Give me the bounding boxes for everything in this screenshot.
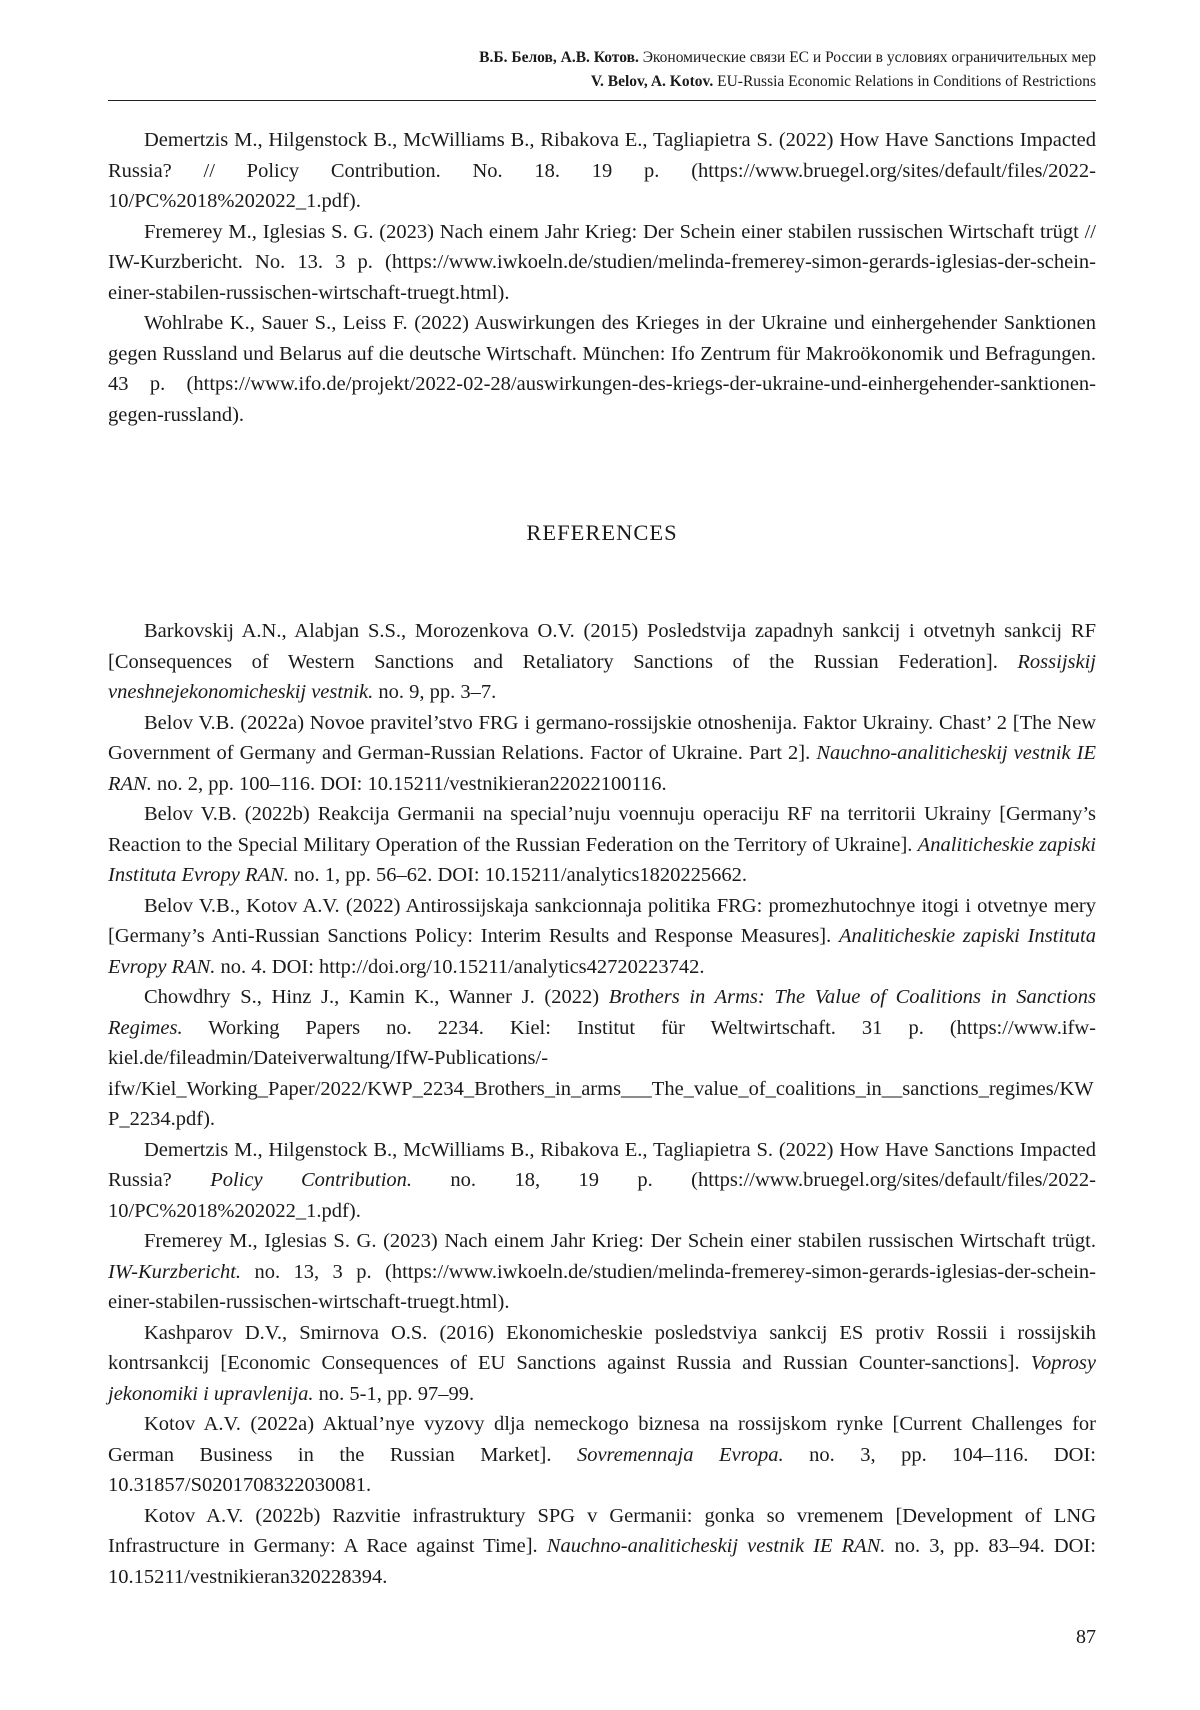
reference-entry: Fremerey M., Iglesias S. G. (2023) Nach einem Jahr Krieg: Der Schein einer stabilen russischen Wirtschaft trügt. IW-Kurzbericht. no. 13, 3 p. (https://www.iwkoeln.de/studien/melinda-fremerey-simon-gerards-iglesias-der-schein-einer-stabilen-russischen-wirtschaft-truegt.html). <box>108 1230 1096 1313</box>
running-header <box>108 46 1096 94</box>
header-authors-ru: В.Б. Белов, А.В. Котов. <box>479 49 639 66</box>
reference-entry: Chowdhry S., Hinz J., Kamin K., Wanner J. (2022) Brothers in Arms: The Value of Coalitions in Sanctions Regimes. Working Papers no. 2234. Kiel: Institut für Weltwirtschaft. 31 p. (https://www.ifw-kiel.de/fileadmin/Dateiverwaltung/IfW-Publications/-ifw/Kiel_Working_Paper/2022/KWP_2234_Brothers_in_arms___The_value_of_coalitions_in__sanctions_regimes/KWP_2234.pdf). <box>108 986 1096 1130</box>
page-number: 87 <box>1076 1626 1096 1648</box>
reference-entry: Demertzis M., Hilgenstock B., McWilliams B., Ribakova E., Tagliapietra S. (2022) How Have Sanctions Impacted Russia? Policy Contribution. no. 18, 19 p. (https://www.bruegel.org/sites/default/files/2022-10/PC%2018%202022_1.pdf). <box>108 1138 1096 1222</box>
header-title-ru: Экономические связи ЕС и России в условиях ограничительных мер <box>638 49 1096 66</box>
running-header-english <box>108 70 1096 94</box>
header-title-en: EU-Russia Economic Relations in Conditions of Restrictions <box>713 73 1096 90</box>
references-list <box>108 616 1096 1592</box>
reference-entry: Belov V.B. (2022b) Reakcija Germanii na special’nuju voennuju operaciju RF na territorii Ukrainy [Germany’s Reaction to the Special Military Operation of the Russian Federation on the Territory of Ukraine]. Analiticheskie zapiski Instituta Evropy RAN. no. 1, pp. 56–62. DOI: 10.15211/analytics1820225662. <box>108 803 1096 886</box>
literature-entry: Wohlrabe K., Sauer S., Leiss F. (2022) Auswirkungen des Krieges in der Ukraine und einhergehender Sanktionen gegen Russland und Belarus auf die deutsche Wirtschaft. München: Ifo Zentrum für Makroökonomik und Befragungen. 43 p. (https://www.ifo.de/projekt/2022-02-28/auswirkungen-des-kriegs-der-ukraine-und-einhergehender-sanktionen-gegen-russland). <box>108 312 1096 426</box>
header-authors-en: V. Belov, A. Kotov. <box>590 73 714 90</box>
literature-list-tail <box>108 125 1096 430</box>
reference-entry: Kotov A.V. (2022a) Aktual’nye vyzovy dlja nemeckogo biznesa na rossijskom rynke [Current Challenges for German Business in the Russian Market]. Sovremennaja Evropa. no. 3, pp. 104–116. DOI: 10.31857/S0201708322030081. <box>108 1413 1096 1496</box>
reference-entry: Kashparov D.V., Smirnova O.S. (2016) Ekonomicheskie posledstviya sankcij ES protiv Rossii i rossijskih kontrsankcij [Economic Consequences of EU Sanctions against Russia and Russian Counter-sanctions]. Voprosy jekonomiki i upravlenija. no. 5-1, pp. 97–99. <box>108 1321 1096 1405</box>
running-header-russian <box>108 46 1096 70</box>
reference-entry: Belov V.B. (2022a) Novoe pravitel’stvo FRG i germano-rossijskie otnoshenija. Faktor Ukrainy. Chast’ 2 [The New Government of Germany and German-Russian Relations. Factor of Ukraine. Part 2]. Nauchno-analiticheskij vestnik IE RAN. no. 2, pp. 100–116. DOI: 10.15211/vestnikieran22022100116. <box>108 711 1097 795</box>
reference-entry: Barkovskij A.N., Alabjan S.S., Morozenkova O.V. (2015) Posledstvija zapadnyh sankcij i otvetnyh sankcij RF [Consequences of Western Sanctions and Retaliatory Sanctions of the Russian Federation]. Rossijskij vneshnejekonomicheskij vestnik. no. 9, pp. 3–7. <box>108 620 1096 703</box>
literature-entry: Demertzis M., Hilgenstock B., McWilliams B., Ribakova E., Tagliapietra S. (2022) How Have Sanctions Impacted Russia? // Policy Contribution. No. 18. 19 p. (https://www.bruegel.org/sites/default/files/2022-10/PC%2018%202022_1.pdf). <box>108 129 1096 212</box>
header-divider <box>108 100 1096 101</box>
reference-entry: Belov V.B., Kotov A.V. (2022) Antirossijskaja sankcionnaja politika FRG: promezhutochnye itogi i otvetnye mery [Germany’s Anti-Russian Sanctions Policy: Interim Results and Response Measures]. Analiticheskie zapiski Instituta Evropy RAN. no. 4. DOI: http://doi.org/10.15211/analytics42720223742. <box>108 894 1096 978</box>
reference-entry: Kotov A.V. (2022b) Razvitie infrastruktury SPG v Germanii: gonka so vremenem [Development of LNG Infrastructure in Germany: A Race against Time]. Nauchno-analiticheskij vestnik IE RAN. no. 3, pp. 83–94. DOI: 10.15211/vestnikieran320228394. <box>108 1504 1096 1588</box>
references-heading: REFERENCES <box>526 520 678 545</box>
literature-entry: Fremerey M., Iglesias S. G. (2023) Nach einem Jahr Krieg: Der Schein einer stabilen russischen Wirtschaft trügt // IW-Kurzbericht. No. 13. 3 p. (https://www.iwkoeln.de/studien/melinda-fremerey-simon-gerards-iglesias-der-schein-einer-stabilen-russischen-wirtschaft-truegt.html). <box>108 220 1096 304</box>
